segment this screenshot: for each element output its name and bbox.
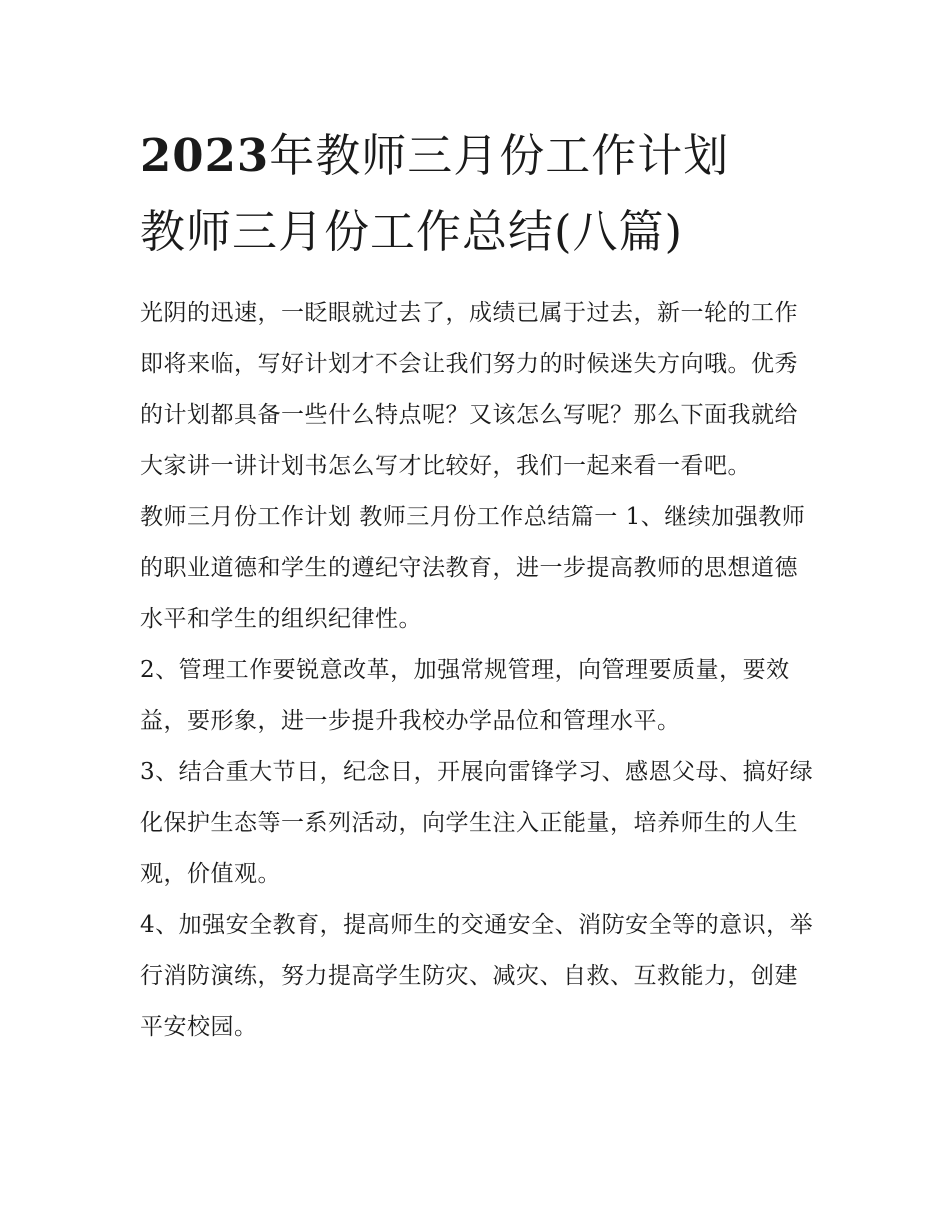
- plan-item-1-paragraph: 教师三月份工作计划 教师三月份工作总结篇一 1、继续加强教师的职业道德和学生的遵纪守法教育，进一步提高教师的思想道德水平和学生的组织纪律性。: [140, 504, 806, 632]
- title-line-1: [140, 118, 820, 194]
- intro-paragraph: 光阴的迅速，一眨眼就过去了，成绩已属于过去，新一轮的工作即将来临，写好计划才不会让我们努力的时候迷失方向哦。优秀的计划都具备一些什么特点呢？又该怎么写呢？那么下面我就给大家讲一讲计划书怎么写才比较好，我们一起来看一看吧。: [140, 300, 798, 479]
- document-page: [140, 118, 820, 1053]
- title-line-2: 教师三月份工作总结(八篇): [140, 205, 684, 258]
- plan-item-3-paragraph: 3、结合重大节日，纪念日，开展向雷锋学习、感恩父母、搞好绿化保护生态等一系列活动，向学生注入正能量，培养师生的人生观，价值观。: [140, 759, 814, 887]
- title-line-1-text: 年教师三月份工作计划: [269, 129, 730, 182]
- plan-item-4-paragraph: 4、加强安全教育，提高师生的交通安全、消防安全等的意识，举行消防演练，努力提高学生防灾、减灾、自救、互救能力，创建平安校园。: [140, 912, 814, 1040]
- plan-item-2-paragraph: 2、管理工作要锐意改革，加强常规管理，向管理要质量，要效益，要形象，进一步提升我校办学品位和管理水平。: [140, 657, 790, 734]
- document-title: [140, 118, 820, 270]
- title-year: 2023: [140, 129, 270, 182]
- document-body: [140, 288, 820, 1053]
